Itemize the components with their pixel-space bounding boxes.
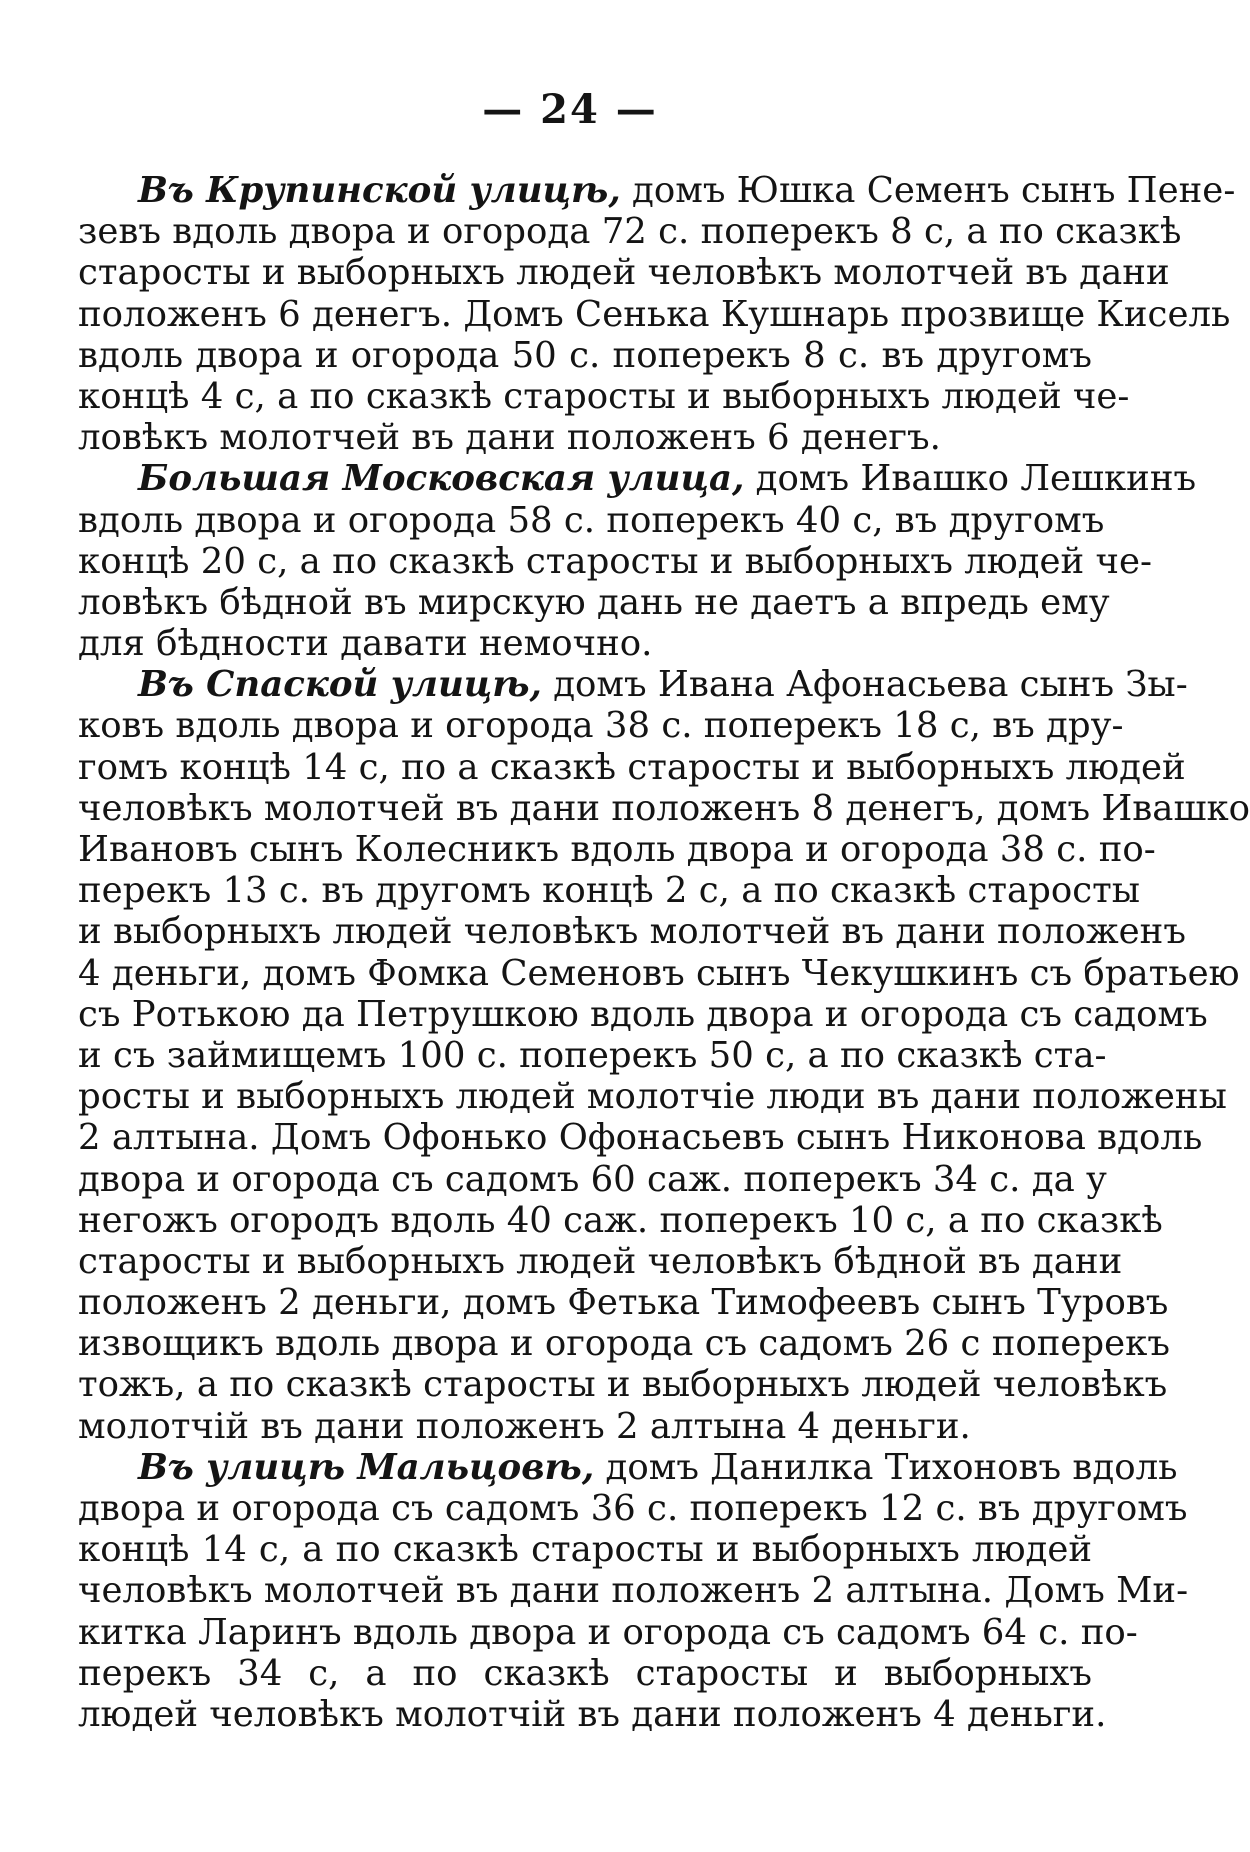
text-line (78, 499, 1105, 541)
line-text: 4 деньги, домъ Фомка Семеновъ сынъ Чекушкинъ съ братьею (78, 952, 1240, 994)
text-line (78, 705, 1124, 747)
line-text: вдоль двора и огорода 58 с. поперекъ 40 с, въ другомъ (78, 499, 1105, 541)
text-line (78, 540, 1152, 582)
line-text: концѣ 14 с, а по сказкѣ старосты и выборныхъ людей (78, 1529, 1092, 1571)
street-name: Въ Крупинской улицѣ, (138, 170, 621, 211)
text-line (78, 993, 1208, 1035)
line-text: домъ Ивашко Лешкинъ (744, 458, 1197, 500)
text-line (78, 170, 1236, 211)
text-line (78, 417, 1092, 458)
text-line (78, 211, 1182, 253)
text-line (78, 293, 1231, 335)
street-name: Большая Московская улица, (138, 458, 745, 500)
text-line (78, 1240, 1123, 1282)
line-text: росты и выборныхъ людей молотчіе люди въ дани положены (78, 1076, 1227, 1118)
line-text: перекъ 13 с. въ другомъ концѣ 2 с, а по сказкѣ старосты (78, 870, 1141, 912)
text-line (78, 746, 1186, 788)
paragraph (78, 1446, 1189, 1735)
line-text: вдоль двора и огорода 50 с. поперекъ 8 с. въ другомъ (78, 334, 1092, 376)
text-line (78, 1199, 1163, 1241)
line-text: перекъ 34 с, а по сказкѣ старосты и выборныхъ (78, 1652, 1092, 1694)
text-line (78, 581, 1110, 623)
text-line (78, 829, 1156, 870)
line-text: молотчій въ дани положенъ 2 алтына 4 деньги. (78, 1405, 971, 1447)
line-text: и съ займищемъ 100 с. поперекъ 50 с, а по сказкѣ ста- (78, 1034, 1107, 1076)
text-line (78, 1653, 1092, 1694)
text-line (78, 375, 1130, 417)
text-line (78, 1488, 1188, 1529)
text-line (78, 1323, 1170, 1365)
line-text: ковъ вдоль двора и огорода 38 с. поперекъ 18 с, въ дру- (78, 705, 1124, 747)
text-line (78, 1158, 1107, 1200)
paragraph (78, 664, 1250, 1447)
line-text: двора и огорода съ садомъ 36 с. поперекъ 12 с. въ другомъ (78, 1488, 1188, 1529)
line-text: тожъ, а по сказкѣ старосты и выборныхъ людей человѣкъ (78, 1364, 1168, 1406)
page-number: — 24 — (482, 86, 658, 133)
text-line (78, 335, 1092, 376)
line-text: людей человѣкъ молотчій въ дани положенъ 4 деньги. (78, 1693, 1107, 1735)
line-text: 2 алтына. Домъ Офонько Офонасьевъ сынъ Никонова вдоль (78, 1117, 1203, 1159)
line-text: концѣ 20 с, а по сказкѣ старосты и выборныхъ людей че- (78, 540, 1152, 582)
line-text: ловѣкъ молотчей въ дани положенъ 6 денегъ. (78, 417, 941, 459)
line-text: положенъ 6 денегъ. Домъ Сенька Кушнарь прозвище Кисель (78, 293, 1231, 335)
street-name: Въ улицѣ Мальцовѣ, (138, 1446, 595, 1488)
line-text: человѣкъ молотчей въ дани положенъ 8 денегъ, домъ Ивашко (78, 787, 1250, 829)
text-line (78, 870, 1141, 912)
text-line (78, 252, 1170, 294)
street-name: Въ Спаской улицѣ, (138, 664, 542, 706)
line-text: положенъ 2 деньги, домъ Фетька Тимофеевъ сынъ Туровъ (78, 1282, 1169, 1324)
text-line (78, 1693, 1107, 1735)
line-text: китка Ларинъ вдоль двора и огорода съ садомъ 64 с. по- (78, 1611, 1138, 1653)
line-text: концѣ 4 с, а по сказкѣ старосты и выборныхъ людей че- (78, 375, 1130, 417)
line-text: ловѣкъ бѣдной въ мирскую дань не даетъ а впредь ему (78, 581, 1110, 623)
line-text: старосты и выборныхъ людей человѣкъ бѣдной въ дани (78, 1240, 1123, 1282)
body-text (78, 170, 1250, 1735)
text-line (78, 1117, 1203, 1159)
text-line (78, 1076, 1227, 1118)
text-line (78, 787, 1250, 829)
text-line (78, 1034, 1107, 1076)
line-text: двора и огорода съ садомъ 60 саж. поперекъ 34 с. да у (78, 1158, 1107, 1200)
text-line (78, 1611, 1138, 1653)
text-line (78, 623, 1092, 664)
text-line (78, 458, 1197, 500)
line-text: человѣкъ молотчей въ дани положенъ 2 алтына. Домъ Ми- (78, 1570, 1189, 1612)
text-line (78, 911, 1186, 953)
line-text: домъ Данилка Тихоновъ вдоль (594, 1446, 1178, 1488)
line-text: Ивановъ сынъ Колесникъ вдоль двора и огорода 38 с. по- (78, 829, 1156, 870)
line-text: старосты и выборныхъ людей человѣкъ молотчей въ дани (78, 252, 1170, 294)
line-text: зевъ вдоль двора и огорода 72 с. поперекъ 8 с, а по сказкѣ (78, 211, 1182, 253)
text-line (78, 1529, 1092, 1570)
line-text: домъ Ивана Афонасьева сынъ Зы- (541, 664, 1188, 706)
paragraph (78, 458, 1197, 665)
line-text: гомъ концѣ 14 с, по а сказкѣ старосты и выборныхъ людей (78, 746, 1186, 788)
line-text: съ Ротькою да Петрушкою вдоль двора и огорода съ садомъ (78, 993, 1208, 1035)
text-line (78, 952, 1240, 994)
line-text: домъ Юшка Семенъ сынъ Пене- (620, 170, 1236, 211)
text-line (78, 664, 1188, 706)
line-text: для бѣдности давати немочно. (78, 623, 653, 665)
line-text: и выборныхъ людей человѣкъ молотчей въ дани положенъ (78, 911, 1186, 953)
text-line (78, 1406, 1092, 1447)
text-line (78, 1570, 1189, 1612)
line-text: извощикъ вдоль двора и огорода съ садомъ 26 с поперекъ (78, 1323, 1170, 1365)
line-text: негожъ огородъ вдоль 40 саж. поперекъ 10 с, а по сказкѣ (78, 1199, 1163, 1241)
text-line (78, 1364, 1168, 1406)
paragraph (78, 170, 1236, 459)
text-line (78, 1282, 1169, 1324)
text-line (78, 1446, 1178, 1488)
